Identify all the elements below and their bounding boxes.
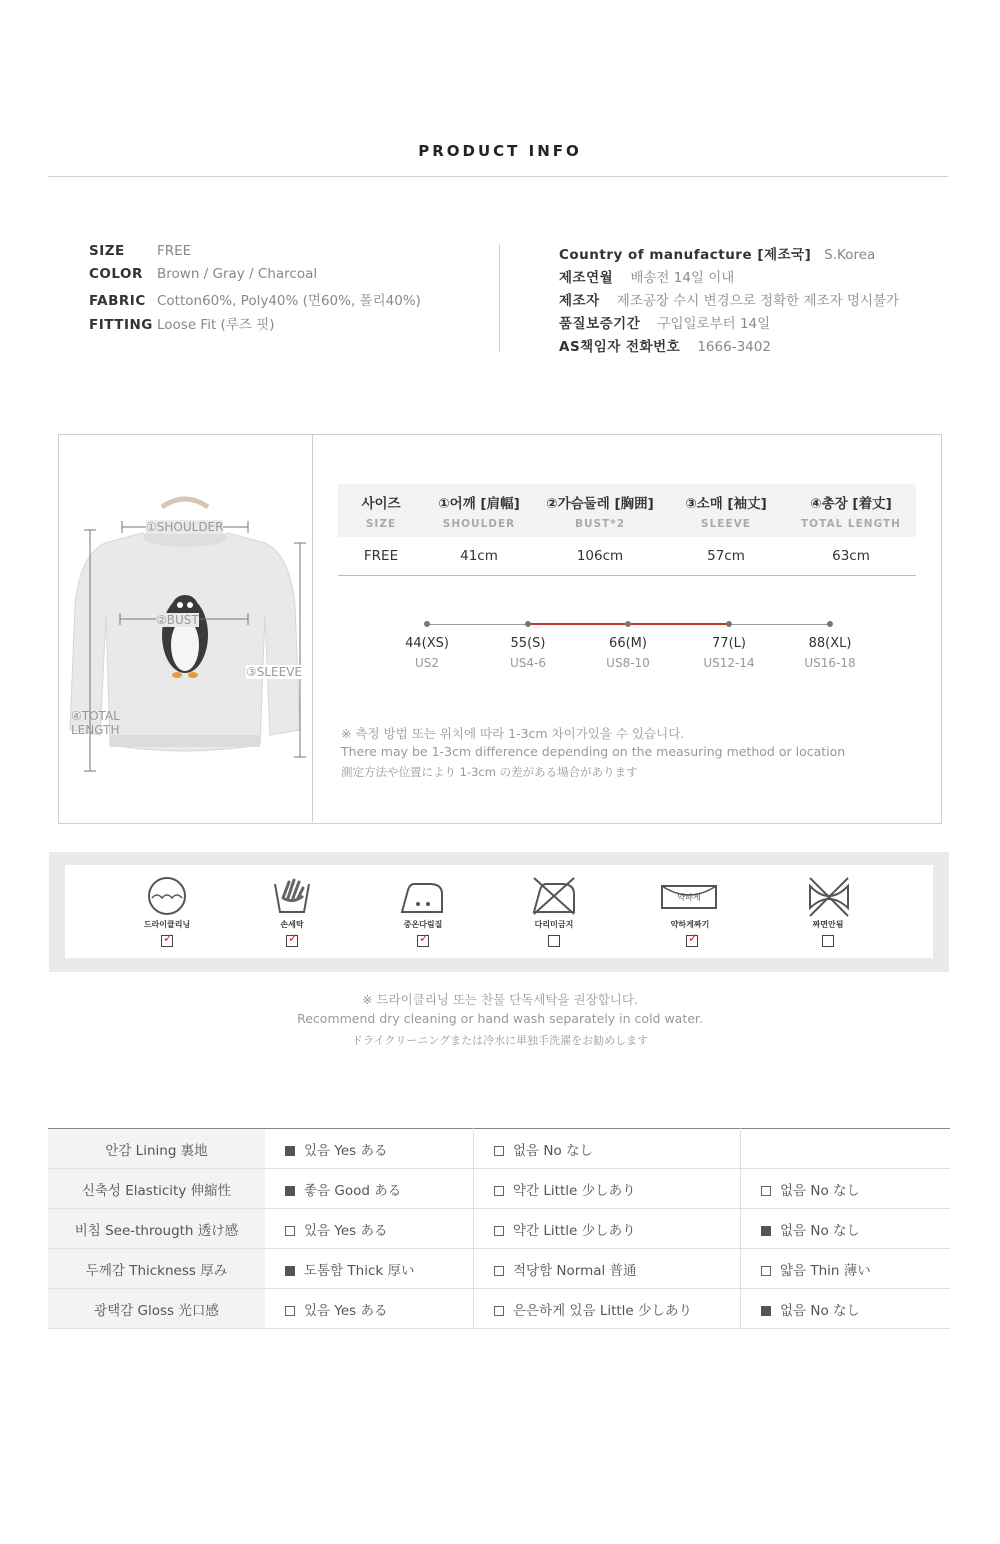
spec-value: 1666-3402 — [697, 339, 771, 355]
property-option: 없음 No なし — [741, 1289, 951, 1329]
size-cell: FREE — [338, 537, 424, 576]
care-checkbox — [286, 931, 299, 947]
iron-medium-icon — [400, 876, 444, 916]
spec-key: Country of manufacture [제조국] — [559, 247, 812, 263]
sleeve-label: ③SLEEVE — [246, 665, 303, 679]
checkbox-icon — [285, 1146, 295, 1156]
check-mark-icon: ✓ — [163, 931, 174, 945]
no-iron-icon — [532, 876, 576, 916]
spec-value: 제조공장 수시 변경으로 정확한 제조자 명시불가 — [616, 293, 900, 309]
measure-note-kr: ※ 측정 방법 또는 위치에 따라 1-3cm 차이가있을 수 있습니다. — [341, 726, 685, 741]
spec-row — [89, 313, 275, 333]
spec-value: FREE — [157, 243, 192, 259]
spec-value: Cotton60%, Poly40% (면60%, 폴리40%) — [157, 293, 421, 309]
spec-row — [559, 243, 875, 263]
care-label: 다리미금지 — [534, 920, 574, 929]
care-label: 약하게짜기 — [670, 920, 710, 929]
size-scale-label: 55(S) — [510, 636, 546, 651]
size-table-header: ③소매 [袖丈] SLEEVE — [685, 496, 767, 530]
property-option: 약간 Little 少しあり — [474, 1169, 741, 1209]
table-row — [48, 1169, 950, 1209]
dry-cleaning-icon — [146, 876, 188, 916]
size-cell: 41cm — [424, 537, 534, 576]
property-option: 없음 No なし — [741, 1169, 951, 1209]
care-label: 손세탁 — [280, 920, 304, 929]
property-option: 없음 No なし — [741, 1209, 951, 1249]
spec-row — [559, 335, 771, 355]
spec-key: COLOR — [89, 266, 143, 282]
size-scale-label: 44(XS) — [405, 636, 449, 651]
hand-wash-icon — [271, 874, 313, 916]
checkbox-icon — [761, 1186, 771, 1196]
page-title: PRODUCT INFO — [418, 142, 582, 160]
checkbox-icon — [285, 1186, 295, 1196]
checkbox-icon — [761, 1226, 771, 1236]
property-label: 두께감 Thickness 厚み — [48, 1249, 265, 1289]
property-option: 있음 Yes ある — [265, 1289, 474, 1329]
spec-key: AS책임자 전화번호 — [559, 339, 681, 355]
spec-row — [559, 266, 734, 286]
care-checkbox — [686, 931, 699, 947]
care-checkbox — [822, 935, 834, 947]
size-table-header: ①어깨 [肩幅] SHOULDER — [438, 496, 520, 530]
spec-key: FITTING — [89, 317, 153, 333]
gentle-wring-icon-text: 약하게 — [677, 893, 701, 902]
spec-value: S.Korea — [824, 247, 876, 263]
total-length-label — [71, 709, 120, 737]
bust-label: ②BUST — [156, 613, 199, 627]
checkbox-icon — [494, 1146, 504, 1156]
spec-divider — [499, 244, 500, 352]
property-option: 좋음 Good ある — [265, 1169, 474, 1209]
size-scale-label: 88(XL) — [808, 636, 852, 651]
care-label: 짜면안됨 — [812, 920, 844, 929]
size-scale-label: 66(M) — [609, 636, 647, 651]
property-option: 있음 Yes ある — [265, 1209, 474, 1249]
property-label: 비침 See-througth 透け感 — [48, 1209, 265, 1249]
table-row — [48, 1209, 950, 1249]
size-scale-us: US12-14 — [703, 656, 755, 670]
size-scale-dot — [424, 621, 430, 627]
property-label: 광택감 Gloss 光口感 — [48, 1289, 265, 1329]
spec-key: 품질보증기간 — [559, 316, 641, 332]
property-option-empty — [741, 1129, 951, 1169]
shoulder-label: ①SHOULDER — [146, 520, 224, 534]
spec-key: 제조연월 — [559, 270, 614, 286]
property-option: 도톰함 Thick 厚い — [265, 1249, 474, 1289]
size-scale-dot — [726, 621, 732, 627]
size-scale-dot — [827, 621, 833, 627]
size-scale-dot — [525, 621, 531, 627]
size-table — [338, 484, 916, 576]
size-cell: 63cm — [786, 537, 916, 576]
fabric-properties-table — [48, 1128, 950, 1329]
care-note-kr: ※ 드라이클리닝 또는 찬물 단독세탁을 권장합니다. — [362, 992, 638, 1007]
spec-value: Brown / Gray / Charcoal — [157, 266, 318, 282]
size-scale-label: 77(L) — [712, 636, 746, 651]
property-label: 안감 Lining 裏地 — [48, 1129, 265, 1169]
size-cell: 57cm — [666, 537, 786, 576]
checkbox-icon — [761, 1306, 771, 1316]
table-row — [48, 1129, 950, 1169]
spec-value: Loose Fit (루즈 핏) — [157, 317, 275, 333]
care-checkbox — [548, 935, 560, 947]
size-table-header: ②가슴둘레 [胸囲] BUST*2 — [546, 496, 654, 530]
table-row — [338, 537, 916, 576]
property-option: 은은하게 있음 Little 少しあり — [474, 1289, 741, 1329]
checkbox-icon — [494, 1226, 504, 1236]
spec-value: 배송전 14일 이내 — [630, 270, 735, 286]
property-label: 신축성 Elasticity 伸縮性 — [48, 1169, 265, 1209]
care-note-jp: ドライクリーニングまたは冷水に単独手洗濯をお勧めします — [351, 1034, 649, 1047]
care-checkbox — [161, 931, 174, 947]
spec-key: 제조자 — [559, 293, 600, 309]
property-option: 얇음 Thin 薄い — [741, 1249, 951, 1289]
check-mark-icon: ✓ — [419, 931, 430, 945]
care-label: 중온다림질 — [403, 920, 443, 929]
check-mark-icon: ✓ — [688, 931, 699, 945]
spec-row — [89, 289, 421, 309]
size-scale-us: US8-10 — [606, 656, 650, 670]
check-mark-icon: ✓ — [288, 931, 299, 945]
spec-value: 구입일로부터 14일 — [657, 316, 771, 332]
spec-row — [89, 266, 317, 282]
size-table-header: ④총장 [着丈] TOTAL LENGTH — [801, 496, 901, 530]
property-option: 적당함 Normal 普通 — [474, 1249, 741, 1289]
measure-note-en: There may be 1-3cm difference depending on the measuring method or location — [341, 744, 846, 759]
size-cell: 106cm — [534, 537, 666, 576]
property-option: 없음 No なし — [474, 1129, 741, 1169]
total-length-label-line: ④TOTAL — [71, 709, 120, 723]
size-box-divider — [312, 434, 313, 822]
care-panel — [65, 865, 933, 958]
table-row — [48, 1289, 950, 1329]
checkbox-icon — [494, 1266, 504, 1276]
checkbox-icon — [285, 1226, 295, 1236]
checkbox-icon — [494, 1186, 504, 1196]
property-option: 약간 Little 少しあり — [474, 1209, 741, 1249]
care-note-en: Recommend dry cleaning or hand wash separately in cold water. — [297, 1011, 703, 1026]
measure-note-jp: 測定方法や位置により 1-3cm の差がある場合があります — [341, 765, 638, 779]
care-checkbox — [417, 931, 430, 947]
spec-row — [559, 289, 899, 309]
property-option: 있음 Yes ある — [265, 1129, 474, 1169]
spec-key: SIZE — [89, 243, 125, 259]
care-label: 드라이클리닝 — [143, 920, 191, 929]
checkbox-icon — [285, 1306, 295, 1316]
title-divider — [48, 176, 948, 177]
size-scale-us: US2 — [414, 656, 440, 670]
checkbox-icon — [285, 1266, 295, 1276]
size-table-header: 사이즈 SIZE — [361, 496, 401, 530]
gentle-wring-icon — [660, 880, 718, 914]
total-length-label-line: LENGTH — [71, 723, 120, 737]
size-scale-dot — [625, 621, 631, 627]
spec-key: FABRIC — [89, 293, 146, 309]
size-scale-us: US16-18 — [804, 656, 856, 670]
checkbox-icon — [761, 1266, 771, 1276]
spec-row — [559, 312, 770, 332]
spec-row — [89, 243, 191, 259]
size-table-header-row — [338, 484, 916, 537]
garment-illustration — [60, 495, 310, 785]
size-scale-us: US4-6 — [510, 656, 546, 670]
table-row — [48, 1249, 950, 1289]
checkbox-icon — [494, 1306, 504, 1316]
no-wring-icon — [806, 876, 852, 918]
